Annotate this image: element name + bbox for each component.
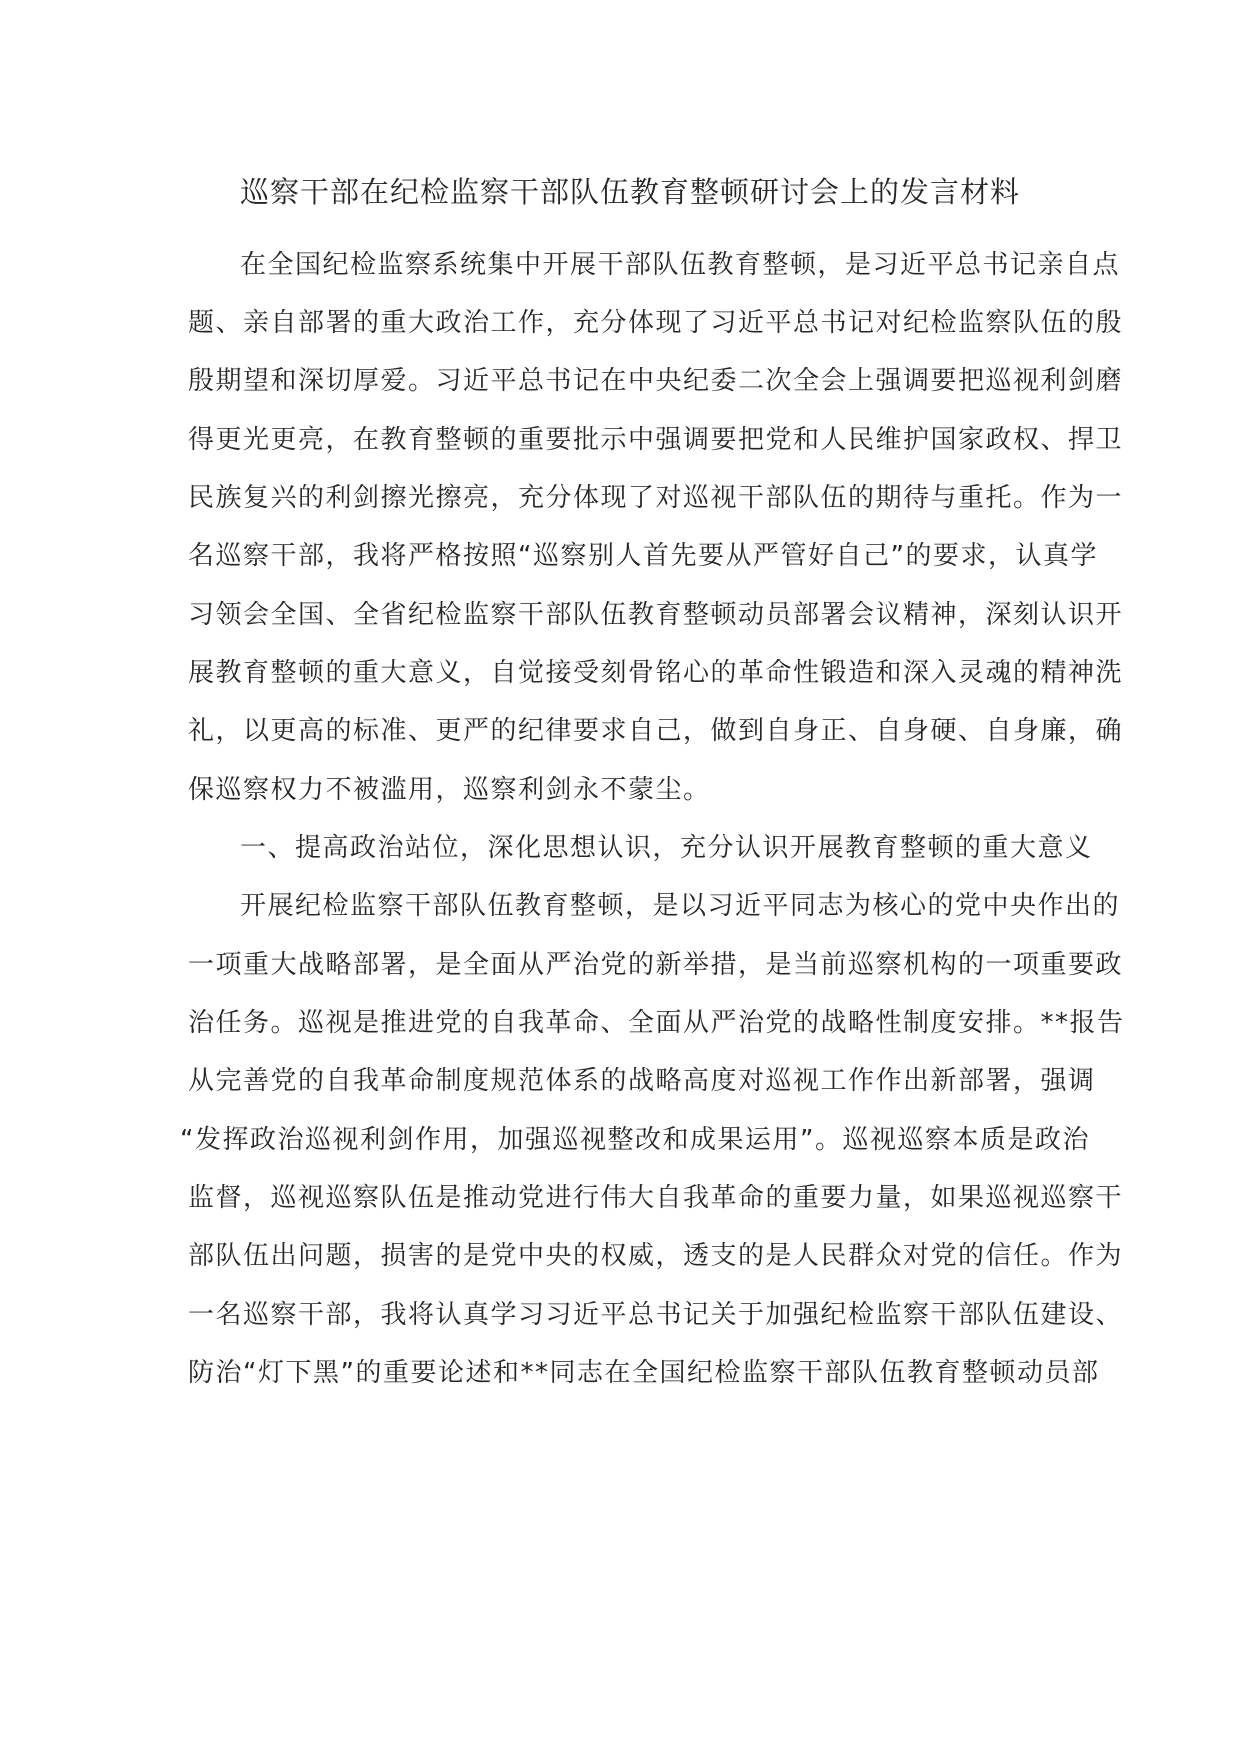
- paragraph-2-line: 治任务。巡视是推进党的自我革命、全面从严治党的战略性制度安排。**报告: [188, 1008, 1125, 1038]
- section-heading: 一、提高政治站位，深化思想认识，充分认识开展教育整顿的重大意义: [240, 833, 1093, 863]
- paragraph-1-line: 名巡察干部，我将严格按照“巡察别人首先要从严管好自己”的要求，认真学: [188, 541, 1098, 571]
- paragraph-2-line: 一项重大战略部署，是全面从严治党的新举措，是当前巡察机构的一项重要政: [188, 950, 1124, 980]
- paragraph-2-line: 监督，巡视巡察队伍是推动党进行伟大自我革命的重要力量，如果巡视巡察干: [188, 1183, 1124, 1213]
- paragraph-1-line: 习领会全国、全省纪检监察干部队伍教育整顿动员部署会议精神，深刻认识开: [188, 600, 1124, 630]
- paragraph-2-line: 防治“灯下黑”的重要论述和**同志在全国纪检监察干部队伍教育整顿动员部: [188, 1358, 1100, 1388]
- paragraph-2-line: 部队伍出问题，损害的是党中央的权威，透支的是人民群众对党的信任。作为: [188, 1241, 1124, 1271]
- paragraph-1-line: 得更光更亮，在教育整顿的重要批示中强调要把党和人民维护国家政权、捍卫: [188, 425, 1124, 455]
- paragraph-1-line: 在全国纪检监察系统集中开展干部队伍教育整顿，是习近平总书记亲自点: [240, 250, 1121, 280]
- paragraph-1-line: 展教育整顿的重大意义，自觉接受刻骨铭心的革命性锻造和深入灵魂的精神洗: [188, 658, 1124, 688]
- paragraph-1-line: 题、亲自部署的重大政治工作，充分体现了习近平总书记对纪检监察队伍的殷: [188, 308, 1124, 338]
- paragraph-1-line: 保巡察权力不被滥用，巡察利剑永不蒙尘。: [188, 775, 711, 805]
- paragraph-1-line: 殷期望和深切厚爱。习近平总书记在中央纪委二次全会上强调要把巡视利剑磨: [188, 366, 1124, 396]
- paragraph-1-line: 礼，以更高的标准、更严的纪律要求自己，做到自身正、自身硬、自身廉，确: [188, 716, 1124, 746]
- paragraph-2-line: 开展纪检监察干部队伍教育整顿，是以习近平同志为核心的党中央作出的: [240, 891, 1121, 921]
- paragraph-1-line: 民族复兴的利剑擦光擦亮，充分体现了对巡视干部队伍的期待与重托。作为一: [188, 483, 1124, 513]
- paragraph-2-line: “发挥政治巡视利剑作用，加强巡视整改和成果运用”。巡视巡察本质是政治: [180, 1125, 1090, 1155]
- paragraph-2-line: 一名巡察干部，我将认真学习习近平总书记关于加强纪检监察干部队伍建设、: [188, 1300, 1124, 1330]
- document-title: 巡察干部在纪检监察干部队伍教育整顿研讨会上的发言材料: [240, 175, 1021, 209]
- paragraph-2-line: 从完善党的自我革命制度规范体系的战略高度对巡视工作作出新部署，强调: [188, 1066, 1096, 1096]
